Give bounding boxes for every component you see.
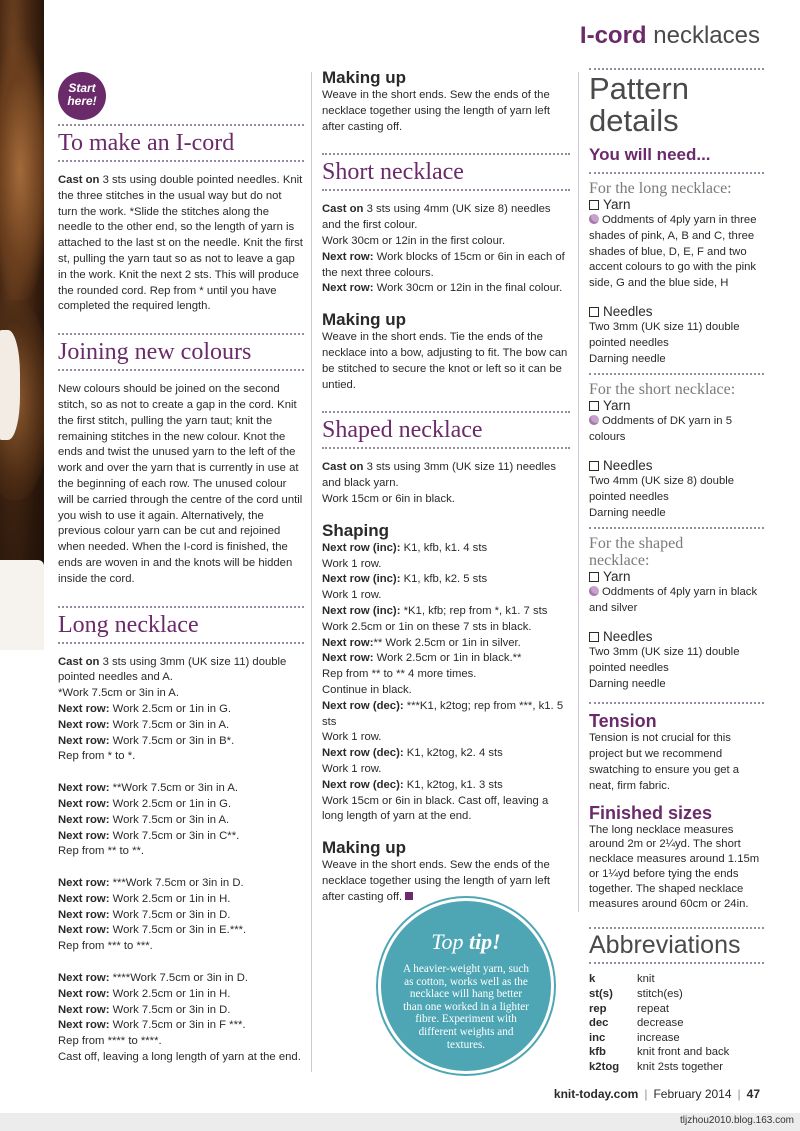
darning-needle-text: Darning needle (589, 506, 666, 519)
section-title-shaped: Shaped necklace (322, 417, 483, 444)
page-number: 47 (746, 1087, 760, 1101)
long-row: Next row: ***Work 7.5cm or 3in in D. (58, 877, 244, 890)
shaping-rows (322, 541, 570, 825)
making-up-text-1: Weave in the short ends. Sew the ends of the necklace together using the length of yarn left after casting off. (322, 89, 550, 133)
abbreviation-row: rep repeat (589, 1002, 670, 1015)
shaping-row: Next row:** Work 2.5cm or 1in in silver. (322, 636, 521, 649)
dog-photo-strip (0, 0, 44, 640)
shaped-needles-text: Two 3mm (UK size 11) double pointed needles (589, 645, 740, 674)
long-needles-text: Two 3mm (UK size 11) double pointed needles (589, 320, 740, 349)
long-cast-on: Cast on 3 sts using 3mm (UK size 11) double pointed needles and A. (58, 655, 287, 684)
shaping-row: Next row (dec): ***K1, k2tog; rep from ***, k1. 5 sts (322, 699, 564, 728)
end-square-icon (405, 892, 413, 900)
long-rep: Rep from * to *. (58, 750, 136, 763)
long-row: Next row: Work 7.5cm or 3in in B*. (58, 734, 235, 747)
yarn-ball-icon (589, 586, 599, 596)
footer-site: knit-today.com (553, 1087, 639, 1101)
section-title-long: Long necklace (58, 611, 199, 638)
making-up-title-1: Making up (322, 68, 407, 87)
short-yarn-text: Oddments of DK yarn in 5 colours (589, 415, 732, 444)
for-shaped-heading: For the shaped necklace: (589, 535, 684, 570)
start-here-badge: Start here! (58, 72, 106, 120)
shaping-row: Next row: Work 2.5cm or 1in in black.** (322, 652, 522, 665)
shaping-row: Work 1 row. (322, 589, 382, 602)
long-row: Next row: Work 7.5cm or 3in in C**. (58, 829, 240, 842)
top-tip-text: A heavier-weight yarn, such as cotton, works well as the necklace will hang better than one worked in a lighter fibre. Experiment with different weights and textures. (403, 963, 529, 1051)
long-row: Next row: Work 2.5cm or 1in in H. (58, 987, 231, 1000)
long-rep: Rep from **** to ****. (58, 1035, 162, 1048)
checkbox-icon (589, 461, 599, 471)
yarn-check-long: Yarn (589, 197, 764, 213)
yarn-ball-icon (589, 214, 599, 224)
shaped-yarn-text: Oddments of 4ply yarn in black and silver (589, 586, 758, 615)
section-title-joining: Joining new colours (58, 339, 252, 366)
for-long-heading: For the long necklace: (589, 180, 732, 197)
photo-card-edge (0, 560, 44, 650)
making-up-text-2: Weave in the short ends. Tie the ends of the necklace into a bow, adjusting to fit. The bow can be stitched to secure the knot or left so it can be untied. (322, 331, 568, 391)
you-will-need-heading: You will need... (589, 145, 711, 164)
pattern-details-title: Pattern details (589, 71, 689, 138)
header-bold: I-cord (579, 22, 647, 49)
long-row: Next row: Work 7.5cm or 3in in D. (58, 1003, 231, 1016)
column-1 (58, 0, 304, 1066)
watermark: tljzhou2010.blog.163.com (680, 1115, 794, 1126)
abbreviation-row: kfb knit front and back (589, 1046, 730, 1059)
shaping-row: Next row (dec): K1, k2tog, k2. 4 sts (322, 747, 503, 760)
for-short-heading: For the short necklace: (589, 381, 736, 399)
darning-needle-text: Darning needle (589, 677, 666, 690)
column-2 (322, 0, 570, 905)
long-row: Next row: Work 7.5cm or 3in in E.***. (58, 924, 247, 937)
abbreviation-row: st(s) stitch(es) (589, 987, 683, 1000)
shaped-cast-on: Cast on 3 sts using 3mm (UK size 11) needles and black yarn. (322, 461, 556, 490)
shaping-row: Work 1 row. (322, 762, 382, 775)
making-up-title-3: Making up (322, 838, 407, 858)
shaping-row: Next row (inc): K1, kfb, k2. 5 sts (322, 573, 488, 586)
yarn-ball-icon (589, 415, 599, 425)
joining-text: New colours should be joined on the second stitch, so as not to create a gap in the cord. Knit the first stitch, pulling the yarn taut; knit the remaining stitches in the new colour. Knot the ends and twist the unused yarn to the left of the work and over the yarn that is currently in use at the beginning of each row. The unused colour will be carried through the centre of the cord until you wish to use it again. Alternatively, the previous colour yarn can be cut and rejoined when needed. When the I-cord is finished, the ends are woven in and the knots will be hidden inside the cord. (58, 383, 303, 585)
page-footer: knit-today.com | February 2014 | 47 (553, 1087, 760, 1101)
checkbox-icon (589, 632, 599, 642)
shaping-row: Continue in black. (322, 683, 412, 696)
checkbox-icon (589, 200, 599, 210)
yarn-check-shaped: Yarn (589, 569, 764, 585)
short-line: Work 30cm or 12in in the first colour. (322, 234, 506, 247)
abbreviations-table (589, 972, 729, 1074)
long-end: Cast off, leaving a long length of yarn at the end. (58, 1051, 301, 1064)
tension-heading: Tension (589, 711, 657, 732)
short-needles-text: Two 4mm (UK size 8) double pointed needles (589, 474, 735, 503)
top-tip-title: Top tip! (431, 929, 501, 954)
column-rule-1 (311, 72, 312, 1072)
long-rep: Rep from *** to ***. (58, 940, 153, 953)
shaping-row: Rep from ** to ** 4 more times. (322, 668, 477, 681)
long-row: Next row: Work 2.5cm or 1in in G. (58, 797, 232, 810)
long-rep: Rep from ** to **. (58, 845, 145, 858)
icord-text: Cast on 3 sts using double pointed needles. Knit the three stitches in the usual way but do not turn the work. *Slide the stitches along the needle to the other end, so the length of yarn is attached to the last st on the needle. Knit the first st, pulling the yarn taut so as not to leave a gap in the work. Knit the next 2 sts. This will produce the rounded cord. Rep from * until you have completed the required length. (58, 174, 303, 313)
header-rest: necklaces (653, 22, 760, 49)
abbreviation-row: k2tog knit 2sts together (589, 1060, 724, 1073)
long-row: Next row: Work 7.5cm or 3in in D. (58, 908, 231, 921)
section-title-short: Short necklace (322, 159, 464, 186)
long-row: Next row: Work 7.5cm or 3in in F ***. (58, 1019, 246, 1032)
finished-sizes-text: The long necklace measures around 2m or 2¼yd. The short necklace measures around 1.15m or 1¼yd before tying the ends together. The shaped necklace measures around 60cm or 24in. (589, 823, 760, 910)
darning-needle-text: Darning needle (589, 352, 666, 365)
checkbox-icon (589, 401, 599, 411)
long-row: Next row: Work 2.5cm or 1in in G. (58, 702, 232, 715)
column-3 (589, 0, 764, 1074)
making-up-title-2: Making up (322, 310, 407, 330)
shaping-row: Work 1 row. (322, 731, 382, 744)
abbreviations-title: Abbreviations (589, 931, 741, 960)
column-rule-2 (578, 72, 579, 912)
shaping-title: Shaping (322, 520, 390, 540)
shaping-row: Work 15cm or 6in in black. Cast off, leaving a long length of yarn at the end. (322, 794, 549, 823)
yarn-check-short: Yarn (589, 398, 764, 414)
shaping-row: Next row (inc): *K1, kfb; rep from *, k1. 7 sts (322, 604, 548, 617)
long-row: Next row: Work 2.5cm or 1in in H. (58, 892, 231, 905)
long-row: Next row: Work 7.5cm or 3in in A. (58, 813, 230, 826)
needles-check-short: Needles (589, 458, 764, 474)
checkbox-icon (589, 572, 599, 582)
short-row: Next row: Work 30cm or 12in in the final colour. (322, 282, 563, 295)
tension-text: Tension is not crucial for this project but we recommend swatching to ensure you get a neat, firm fabric. (589, 732, 740, 792)
needles-check-shaped: Needles (589, 629, 764, 645)
shaped-line: Work 15cm or 6in in black. (322, 492, 455, 505)
shaping-row: Work 1 row. (322, 557, 382, 570)
shaping-row: Next row (dec): K1, k2tog, k1. 3 sts (322, 778, 503, 791)
long-yarn-text: Oddments of 4ply yarn in three shades of pink, A, B and C, three shades of blue, D, E, F and two accent colours to go with the pink side, G and the blue side, H (589, 214, 757, 290)
long-row: Next row: **Work 7.5cm or 3in in A. (58, 782, 238, 795)
short-cast-on: Cast on 3 sts using 4mm (UK size 8) needles and the first colour. (322, 203, 551, 232)
shaping-row: Next row (inc): K1, kfb, k1. 4 sts (322, 541, 488, 554)
abbreviation-row: dec decrease (589, 1017, 684, 1030)
abbreviation-row: inc increase (589, 1031, 680, 1044)
making-up-text-3: Weave in the short ends. Sew the ends of the necklace together using the length of yarn left after casting off. (322, 859, 550, 903)
shaping-row: Work 2.5cm or 1in on these 7 sts in black. (322, 620, 532, 633)
checkbox-icon (589, 307, 599, 317)
needles-check-long: Needles (589, 304, 764, 320)
short-row: Next row: Work blocks of 15cm or 6in in each of the next three colours. (322, 250, 565, 279)
top-tip-circle (378, 898, 554, 1074)
finished-sizes-heading: Finished sizes (589, 802, 713, 823)
long-line: *Work 7.5cm or 3in in A. (58, 687, 179, 700)
abbreviation-row: k knit (589, 973, 655, 986)
long-row: Next row: ****Work 7.5cm or 3in in D. (58, 972, 249, 985)
footer-date: February 2014 (653, 1087, 732, 1101)
long-row: Next row: Work 7.5cm or 3in in A. (58, 718, 230, 731)
section-title-icord: To make an I-cord (58, 130, 235, 156)
